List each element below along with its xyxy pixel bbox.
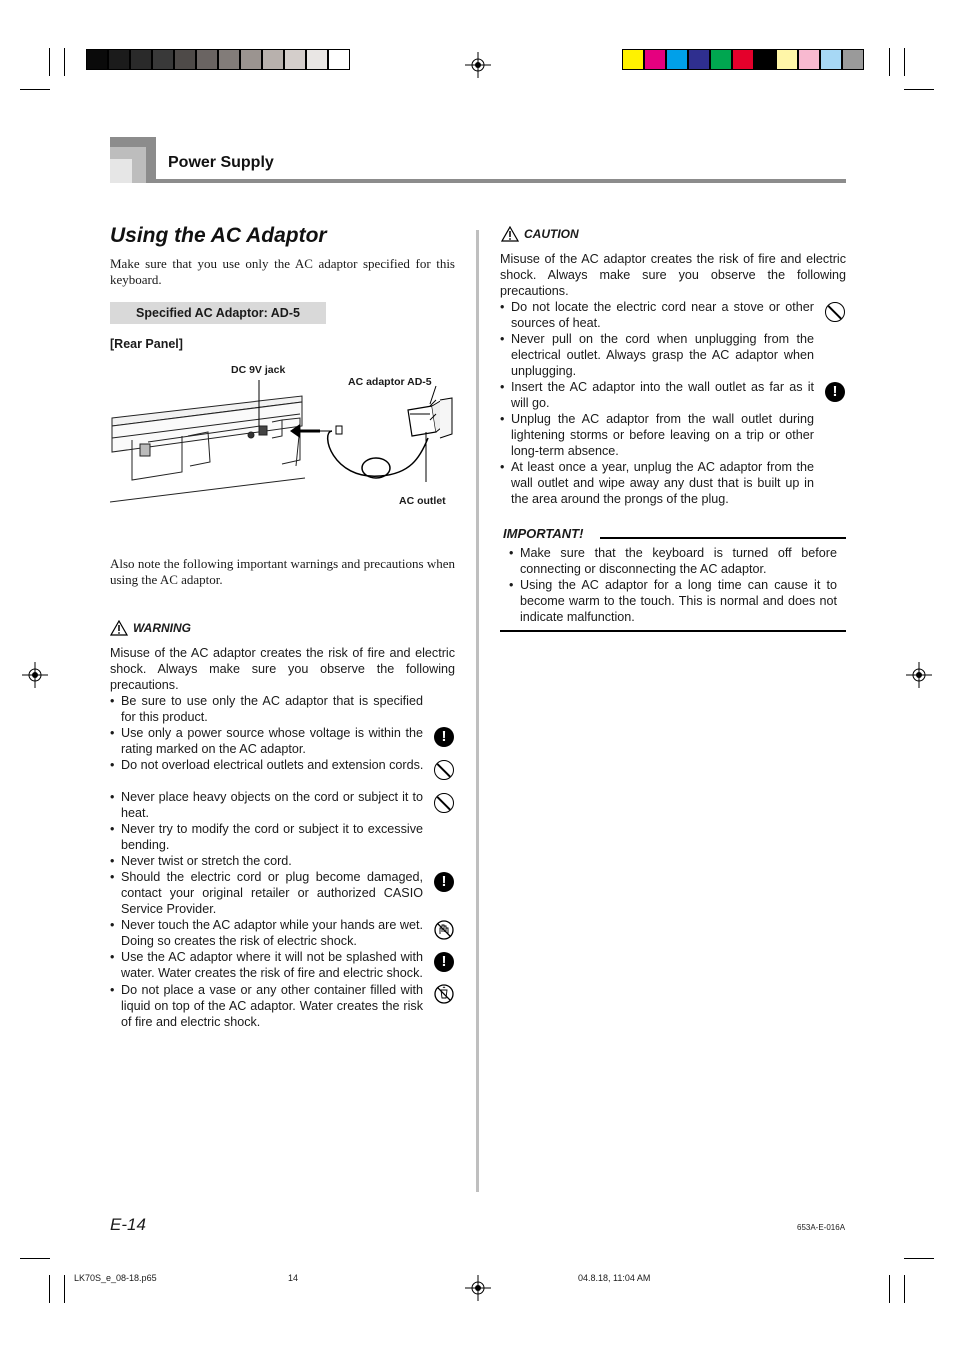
warning-item: • Be sure to use only the AC adaptor that is specified for this product. <box>110 693 423 725</box>
calibration-swatch <box>666 49 688 70</box>
warning-item: • Use the AC adaptor where it will not be splashed with water. Water creates the risk of fire and electric shock. <box>110 949 423 981</box>
page-number: E-14 <box>110 1215 146 1234</box>
warning-item: • Do not overload electrical outlets and extension cords. <box>110 757 430 773</box>
mandatory-action-icon: ! <box>434 727 454 747</box>
calibration-swatch <box>842 49 864 70</box>
caution-item: • Unplug the AC adaptor from the wall outlet during lightening storms or before leaving on a trip or other long-term absence. <box>500 411 814 459</box>
fig-dc-jack-label: DC 9V jack <box>231 364 286 376</box>
calibration-swatch <box>240 49 262 70</box>
fig-adaptor-label: AC adaptor AD-5 <box>348 376 432 388</box>
registration-mark-top-icon <box>465 52 491 78</box>
intro-text: Make sure that you use only the AC adaptor specified for this keyboard. <box>110 256 455 287</box>
warning-item: • Do not place a vase or any other container filled with liquid on top of the AC adaptor. Water creates the risk of fire and electric shock. <box>110 982 423 1030</box>
page-title: Using the AC Adaptor <box>110 224 327 247</box>
calibration-swatch <box>306 49 328 70</box>
prohibited-icon <box>434 760 454 780</box>
section-title: Power Supply <box>168 154 274 171</box>
warning-item: • Never try to modify the cord or subject it to excessive bending. <box>110 821 423 853</box>
print-timestamp: 04.8.18, 11:04 AM <box>578 1273 651 1283</box>
calibration-swatch <box>108 49 130 70</box>
calibration-swatch <box>710 49 732 70</box>
calibration-swatch <box>86 49 108 70</box>
calibration-swatch <box>174 49 196 70</box>
warning-item: • Never twist or stretch the cord. <box>110 853 423 869</box>
calibration-swatch <box>754 49 776 70</box>
section-tab-icon <box>110 137 156 183</box>
sheet-number: 14 <box>288 1273 299 1283</box>
file-name: LK70S_e_08-18.p65 <box>74 1273 157 1283</box>
calibration-swatch <box>328 49 350 70</box>
caution-item: • At least once a year, unplug the AC adaptor from the wall outlet and wipe away any dust that is built up in the area around the prongs of the plug. <box>500 459 814 507</box>
calibration-swatch <box>820 49 842 70</box>
important-label: IMPORTANT! <box>503 526 584 541</box>
caution-label: CAUTION <box>524 227 579 241</box>
prohibited-icon <box>434 793 454 813</box>
caution-item: • Insert the AC adaptor into the wall outlet as far as it will go. <box>500 379 814 411</box>
calibration-swatch <box>644 49 666 70</box>
column-divider <box>476 230 479 1192</box>
caution-triangle-icon <box>501 226 519 242</box>
caution-item: • Do not locate the electric cord near a stove or other sources of heat. <box>500 299 814 331</box>
document-code: 653A-E-016A <box>797 1223 846 1232</box>
calibration-swatch <box>732 49 754 70</box>
calibration-swatch <box>776 49 798 70</box>
no-wet-hands-icon <box>434 920 454 940</box>
calibration-swatch <box>218 49 240 70</box>
warning-item: • Never place heavy objects on the cord or subject it to heat. <box>110 789 423 821</box>
no-liquid-icon <box>434 984 454 1004</box>
warning-item: • Should the electric cord or plug become damaged, contact your original retailer or authorized CASIO Service Provider. <box>110 869 423 917</box>
important-top-rule <box>600 537 846 539</box>
note-text: Also note the following important warnings and precautions when using the AC adaptor. <box>110 556 455 587</box>
rear-panel-figure <box>110 360 460 510</box>
calibration-swatch <box>284 49 306 70</box>
mandatory-action-icon: ! <box>825 382 845 402</box>
spec-label: Specified AC Adaptor: AD-5 <box>110 302 326 324</box>
warning-intro: Misuse of the AC adaptor creates the risk of fire and electric shock. Always make sure you observe the following precautions. <box>110 646 455 692</box>
important-item: • Make sure that the keyboard is turned off before connecting or disconnecting the AC adaptor. <box>509 545 837 577</box>
calibration-swatch <box>262 49 284 70</box>
important-bottom-rule <box>500 630 846 632</box>
calibration-swatch <box>152 49 174 70</box>
calibration-swatch <box>688 49 710 70</box>
section-rule <box>156 179 846 183</box>
prohibited-icon <box>825 302 845 322</box>
important-item: • Using the AC adaptor for a long time can cause it to become warm to the touch. This is normal and does not indicate malfunction. <box>509 577 837 625</box>
registration-mark-right-icon <box>906 662 932 688</box>
rear-panel-label: [Rear Panel] <box>110 337 183 351</box>
calibration-swatch <box>196 49 218 70</box>
calibration-swatch <box>130 49 152 70</box>
calibration-swatch <box>622 49 644 70</box>
warning-item: • Use only a power source whose voltage is within the rating marked on the AC adaptor. <box>110 725 423 757</box>
caution-intro: Misuse of the AC adaptor creates the risk of fire and electric shock. Always make sure you observe the following precautions. <box>500 252 846 298</box>
mandatory-action-icon: ! <box>434 952 454 972</box>
warning-label: WARNING <box>133 621 191 635</box>
caution-item: • Never pull on the cord when unplugging from the electrical outlet. Always grasp the AC adaptor when unplugging. <box>500 331 814 379</box>
mandatory-action-icon: ! <box>434 872 454 892</box>
registration-mark-left-icon <box>22 662 48 688</box>
registration-mark-bottom-icon <box>465 1275 491 1301</box>
fig-outlet-label: AC outlet <box>399 495 446 507</box>
warning-triangle-icon <box>110 620 128 636</box>
calibration-swatch <box>798 49 820 70</box>
warning-item: • Never touch the AC adaptor while your hands are wet. Doing so creates the risk of electric shock. <box>110 917 423 949</box>
